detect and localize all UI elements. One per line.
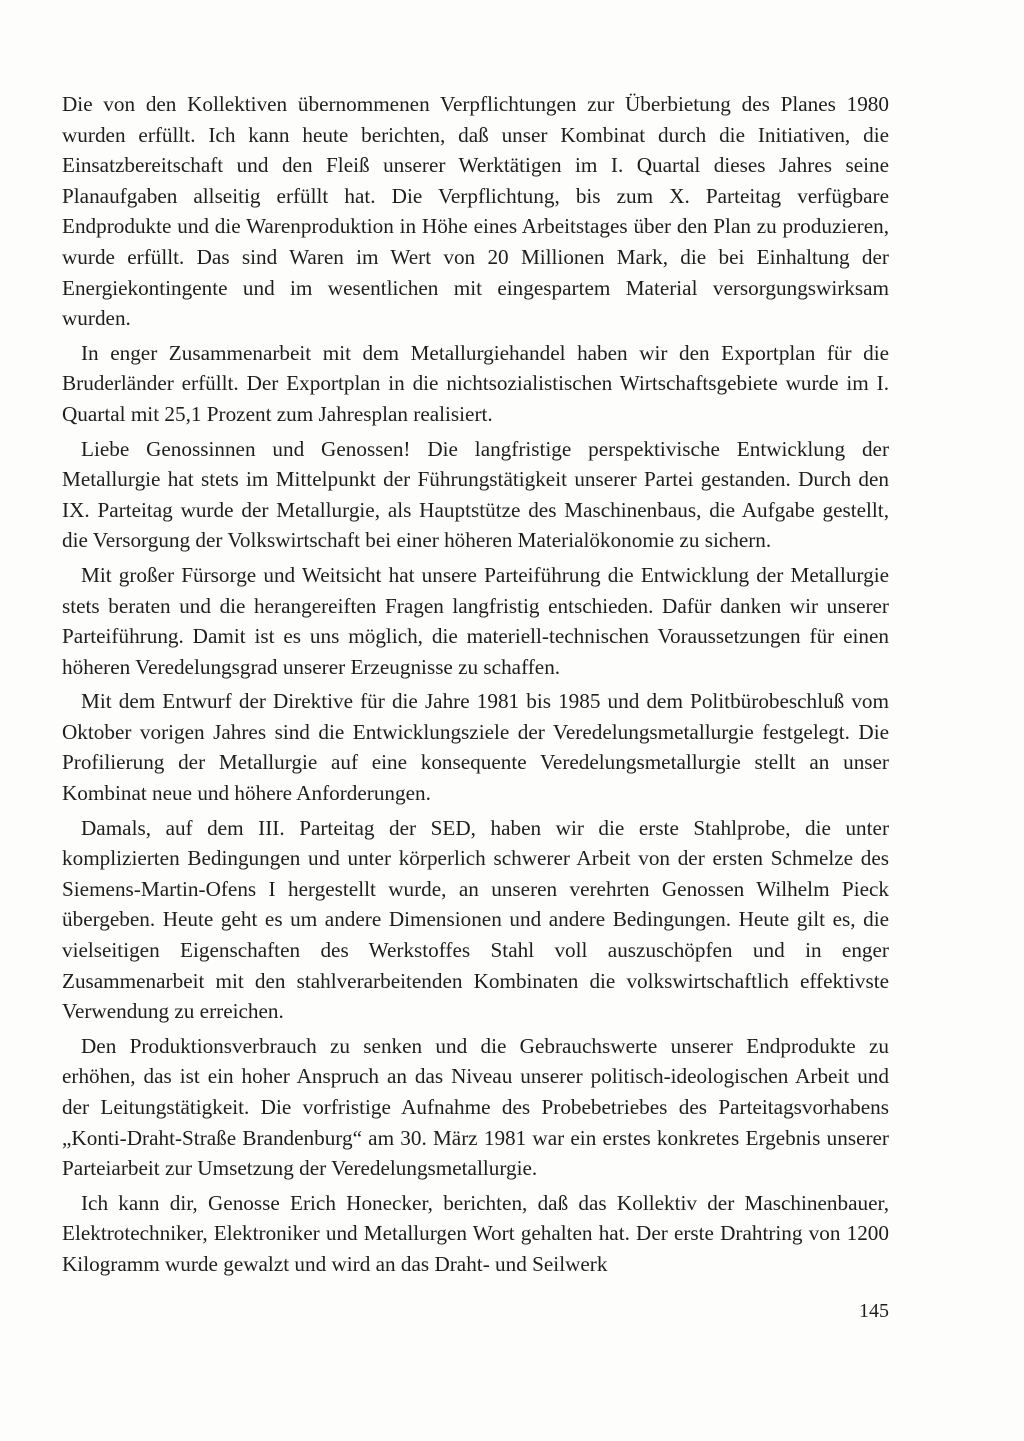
paragraph: Mit großer Fürsorge und Weitsicht hat unsere Parteiführung die Entwicklung der Metallurgie stets beraten und die herangereiften Fragen langfristig entschieden. Dafür danken wir unserer Parteiführung. Damit ist es uns möglich, die materiell-technischen Voraussetzungen für einen höheren Veredelungsgrad unserer Erzeugnisse zu schaffen. — [62, 562, 889, 679]
paragraph: Mit dem Entwurf der Direktive für die Jahre 1981 bis 1985 und dem Politbürobeschluß vom Oktober vorigen Jahres sind die Entwicklungsziele der Veredelungsmetallurgie festgelegt. Die Profilierung der Metallurgie auf eine konsequente Veredelungsmetallurgie stellt an unser Kombinat neue und höhere Anforderungen. — [62, 689, 889, 806]
paragraph: Damals, auf dem III. Parteitag der SED, haben wir die erste Stahlprobe, die unter komplizierten Bedingungen und unter körperlich schwerer Arbeit von der ersten Schmelze des Siemens-Martin-Ofens I hergestellt wurde, an unseren verehrten Genossen Wilhelm Pieck übergeben. Heute geht es um andere Dimensionen und andere Bedingungen. Heute gilt es, die vielseitigen Eigenschaften des Werkstoffes Stahl voll auszuschöpfen und in enger Zusammenarbeit mit den stahlverarbeitenden Kombinaten die volkswirtschaftlich effektivste Verwendung zu erreichen. — [62, 815, 889, 1024]
paragraph: Den Produktionsverbrauch zu senken und die Gebrauchswerte unserer Endprodukte zu erhöhen, das ist ein hoher Anspruch an das Niveau unserer politisch-ideologischen Arbeit und der Leitungstätigkeit. Die vorfristige Aufnahme des Probebetriebes des Parteitagsvorhabens „Konti-Draht-Straße Brandenburg“ am 30. März 1981 war ein erstes konkretes Ergebnis unserer Parteiarbeit zur Umsetzung der Veredelungsmetallurgie. — [62, 1033, 889, 1181]
paragraph: Die von den Kollektiven übernommenen Verpflichtungen zur Überbietung des Planes 1980 wurden erfüllt. Ich kann heute berichten, daß unser Kombinat durch die Initiativen, die Einsatzbereitschaft und den Fleiß unserer Werktätigen im I. Quartal dieses Jahres seine Planaufgaben allseitig erfüllt hat. Die Verpflichtung, bis zum X. Parteitag verfügbare Endprodukte und die Warenproduktion in Höhe eines Arbeitstages über den Plan zu produzieren, wurde erfüllt. Das sind Waren im Wert von 20 Millionen Mark, die bei Einhaltung der Energiekontingente und im wesentlichen mit eingespartem Material versorgungswirksam wurden. — [62, 92, 889, 331]
page-number: 145 — [859, 1300, 889, 1322]
body-text — [62, 89, 889, 1284]
paragraph: Ich kann dir, Genosse Erich Honecker, berichten, daß das Kollektiv der Maschinenbauer, Elektrotechniker, Elektroniker und Metallurgen Wort gehalten hat. Der erste Drahtring von 1200 Kilogramm wurde gewalzt und wird an das Draht- und Seilwerk — [62, 1190, 889, 1276]
paragraph: Liebe Genossinnen und Genossen! Die langfristige perspektivische Entwicklung der Metallurgie hat stets im Mittelpunkt der Führungstätigkeit unserer Partei gestanden. Durch den IX. Parteitag wurde der Metallurgie, als Hauptstütze des Maschinenbaus, die Aufgabe gestellt, die Versorgung der Volkswirtschaft bei einer höheren Materialökonomie zu sichern. — [62, 436, 889, 553]
paragraph: In enger Zusammenarbeit mit dem Metallurgiehandel haben wir den Exportplan für die Bruderländer erfüllt. Der Exportplan in die nichtsozialistischen Wirtschaftsgebiete wurde im I. Quartal mit 25,1 Prozent zum Jahresplan realisiert. — [62, 340, 889, 426]
